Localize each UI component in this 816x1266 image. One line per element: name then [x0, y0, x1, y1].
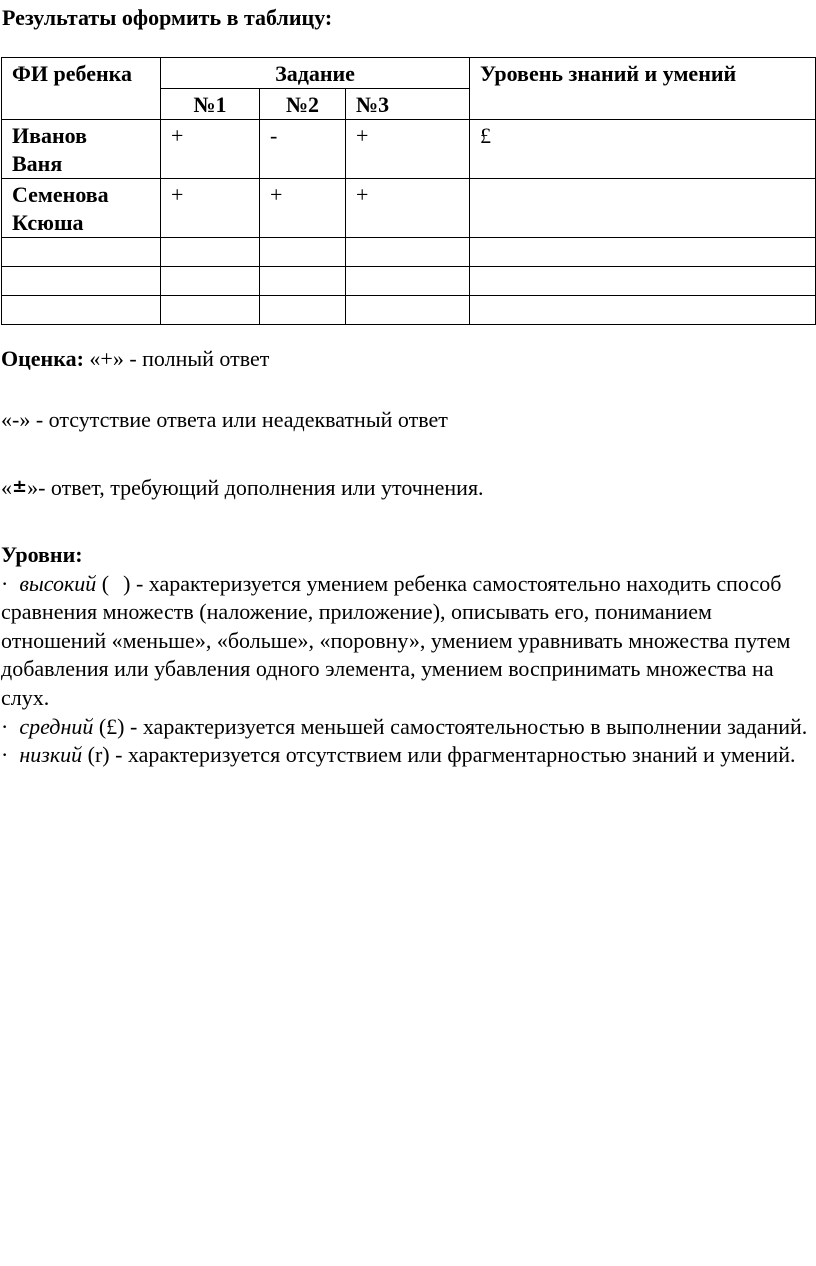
- levels-title: Уровни:: [1, 542, 83, 567]
- table-row: [2, 120, 816, 179]
- bullet: ·: [1, 742, 9, 768]
- child-firstname: Ксюша: [12, 210, 84, 235]
- empty-cell: [346, 267, 470, 296]
- grading-minus-line: «-» - отсутствие ответа или неадекватный ответ: [1, 407, 448, 432]
- task-2-result: -: [260, 120, 346, 179]
- empty-cell: [161, 267, 260, 296]
- header-task: Задание: [161, 58, 470, 89]
- task-1-result: +: [161, 179, 260, 238]
- task-3-result: +: [346, 120, 470, 179]
- results-table: [1, 57, 816, 325]
- bullet: ·: [1, 713, 9, 739]
- page-heading: Результаты оформить в таблицу:: [2, 5, 333, 30]
- level-high-mark-open: (: [96, 570, 110, 596]
- empty-cell: [2, 238, 161, 267]
- header-task-2: №2: [260, 89, 346, 120]
- child-surname: Иванов: [12, 123, 88, 148]
- level-mid-name: средний: [19, 713, 94, 739]
- level-result: £: [470, 120, 816, 179]
- level-low-text: - характеризуется отсутствием или фрагментарностью знаний и умений.: [109, 742, 796, 768]
- task-3-result: +: [346, 179, 470, 238]
- header-task-3: №3: [346, 89, 470, 120]
- header-child-name: ФИ ребенка: [2, 58, 161, 120]
- empty-cell: [161, 296, 260, 325]
- task-2-result: +: [260, 179, 346, 238]
- empty-cell: [260, 267, 346, 296]
- child-firstname: Ваня: [12, 151, 63, 176]
- level-high: [1, 570, 813, 713]
- row-child-name: [2, 179, 161, 238]
- levels-section: [1, 541, 813, 770]
- level-result: [470, 179, 816, 238]
- level-high-text: - характеризуется умением ребенка самостоятельно находить способ сравнения множеств (наложение, приложение), описывать его, пониманием отношений «меньше», «больше», «поровну», умением уравнивать множества путем добавления или убавления одного элемента, умением воспринимать множества на слух.: [1, 570, 791, 710]
- table-row: [2, 179, 816, 238]
- table-row-empty: [2, 238, 816, 267]
- empty-cell: [470, 267, 816, 296]
- table-header-row: [2, 58, 816, 89]
- grading-pm-line: [1, 474, 484, 504]
- grading-plus-text: «+» - полный ответ: [89, 346, 270, 371]
- level-high-name: высокий: [19, 570, 97, 596]
- row-child-name: [2, 120, 161, 179]
- level-low-mark: (r): [82, 742, 110, 768]
- level-low: [1, 741, 813, 770]
- empty-cell: [260, 296, 346, 325]
- table-row-empty: [2, 267, 816, 296]
- empty-cell: [346, 296, 470, 325]
- child-surname: Семенова: [12, 182, 109, 207]
- level-mid: [1, 713, 813, 742]
- grading-pm-text: »- ответ, требующий дополнения или уточнения.: [27, 475, 484, 500]
- empty-cell: [470, 296, 816, 325]
- level-low-name: низкий: [19, 742, 83, 768]
- empty-cell: [161, 238, 260, 267]
- empty-cell: [2, 296, 161, 325]
- level-mid-mark: (£): [93, 713, 125, 739]
- bullet: ·: [1, 570, 9, 596]
- task-1-result: +: [161, 120, 260, 179]
- level-high-mark-close: ): [123, 570, 131, 596]
- grading-pm-open: «: [1, 475, 12, 500]
- grading-label: Оценка:: [1, 346, 84, 371]
- empty-cell: [260, 238, 346, 267]
- table-row-empty: [2, 296, 816, 325]
- header-task-1: №1: [161, 89, 260, 120]
- grading-plus-line: [1, 345, 269, 373]
- empty-cell: [346, 238, 470, 267]
- empty-cell: [2, 267, 161, 296]
- header-level: Уровень знаний и умений: [470, 58, 816, 120]
- plus-minus-icon: ±: [12, 476, 28, 497]
- empty-cell: [470, 238, 816, 267]
- level-mid-text: - характеризуется меньшей самостоятельностью в выполнении заданий.: [124, 713, 808, 739]
